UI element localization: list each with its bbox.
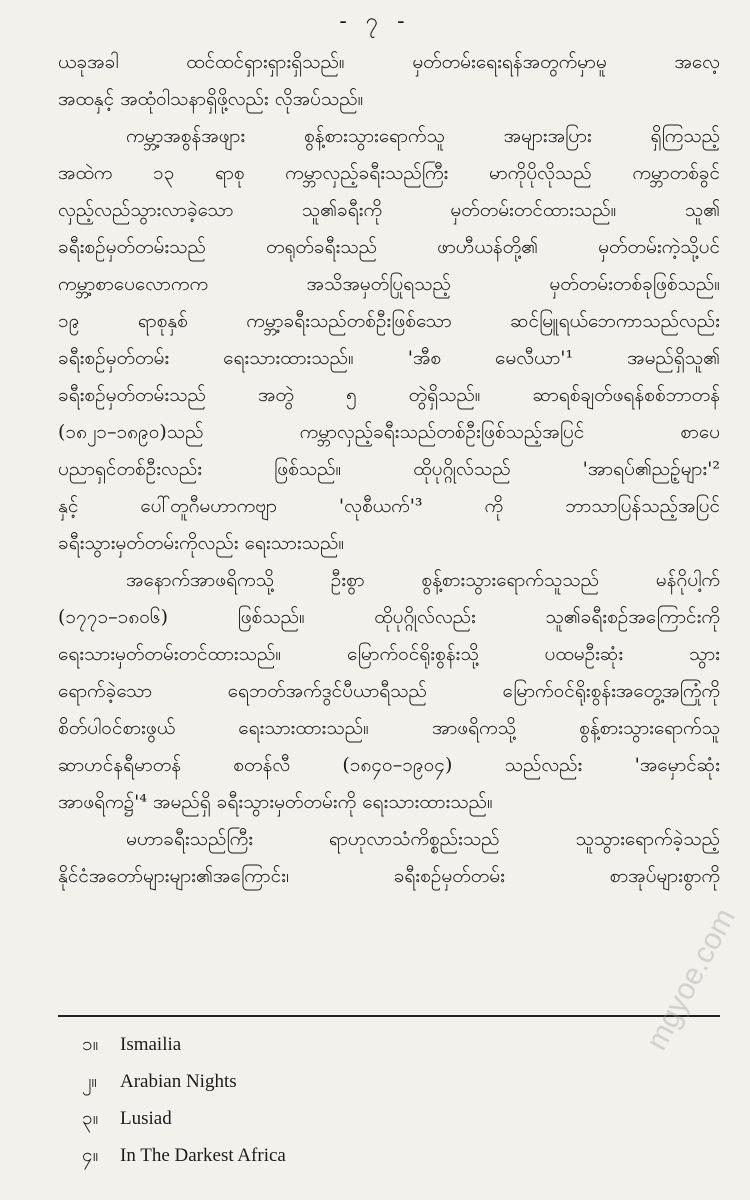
- text-line: နှင့် ပေါ်တူဂီမဟာကဗျာ 'လုစီယက်'³ ကို ဘာသာပြန်သည့်အပြင်: [58, 495, 720, 517]
- footnote-item: [82, 1063, 642, 1100]
- footnote-number: ၃။: [82, 1108, 99, 1129]
- text-line: ပညာရှင်တစ်ဦးလည်း ဖြစ်သည်။ ထိုပုဂ္ဂိုလ်သည် 'အာရပ်၏ညဉ့်များ'²: [58, 458, 720, 480]
- footnote-text: Ismailia: [120, 1034, 182, 1055]
- footnote-item: [82, 1137, 642, 1174]
- text-line: လှည့်လည်သွားလာခဲ့သော သူ၏ခရီးကို မှတ်တမ်းတင်ထားသည်။ သူ၏: [58, 199, 720, 221]
- footnote-item: [82, 1100, 642, 1137]
- text-line: အထဲက ၁၃ ရာစု ကမ္ဘာလှည့်ခရီးသည်ကြီး မာကိုပိုလိုသည် ကမ္ဘာတစ်ခွင်: [58, 162, 720, 184]
- footnote-number: ၂။: [82, 1071, 98, 1092]
- watermark: mgyoe.com: [640, 903, 742, 1056]
- footnote-number: ၁။: [82, 1034, 99, 1055]
- footnote-text: Lusiad: [120, 1108, 172, 1129]
- text-line: နိုင်ငံအတော်များများ၏အကြောင်း၊ ခရီးစဉ်မှတ်တမ်း စာအုပ်များစွာကို: [58, 865, 720, 887]
- text-line: ခရီးစဉ်မှတ်တမ်း ရေးသားထားသည်။ 'အီစ မေလီယာ'¹ အမည်ရှိသူ၏: [58, 347, 720, 369]
- text-line: ခရီးစဉ်မှတ်တမ်းသည် အတွဲ ၅ တွဲရှိသည်။ ဆာရစ်ချတ်ဖရန်စစ်ဘာတန်: [58, 384, 720, 406]
- text-line: ခရီးစဉ်မှတ်တမ်းသည် တရုတ်ခရီးသည် ဖာဟီယန်တို့၏ မှတ်တမ်းကဲ့သို့ပင်: [58, 236, 720, 258]
- body-text: [58, 44, 720, 895]
- text-line: အာဖရိက၌'⁴ အမည်ရှိ ခရီးသွားမှတ်တမ်းကို ရေးသားထားသည်။: [58, 791, 493, 813]
- text-line: ယခုအခါ ထင်ထင်ရှားရှားရှိသည်။ မှတ်တမ်းရေးရန်အတွက်မှာမူ အလေ့: [58, 51, 720, 73]
- text-line: ခရီးသွားမှတ်တမ်းကိုလည်း ရေးသားသည်။: [58, 532, 345, 554]
- text-line: ကမ္ဘာ့အစွန်အဖျား စွန့်စားသွားရောက်သူ အများအပြား ရှိကြသည့်: [126, 125, 720, 147]
- text-line: (၁၇၇၁–၁၈၀၆) ဖြစ်သည်။ ထိုပုဂ္ဂိုလ်လည်း သူ၏ခရီးစဉ်အကြောင်းကို: [58, 606, 720, 628]
- footnote-text: Arabian Nights: [120, 1071, 237, 1092]
- text-line: (၁၈၂၁–၁၈၉၀)သည် ကမ္ဘာလှည့်ခရီးသည်တစ်ဦးဖြစ်သည့်အပြင် စာပေ: [58, 421, 720, 443]
- footnote-text: In The Darkest Africa: [120, 1145, 286, 1166]
- footnote-divider: [58, 1015, 720, 1017]
- text-line: မဟာခရီးသည်ကြီး ရာဟုလာသံကိစ္စည်းသည် သူသွားရောက်ခဲ့သည့်: [126, 828, 720, 850]
- footnote-number: ၄။: [82, 1145, 99, 1166]
- text-line: အထနှင့် အထုံဝါသနာရှိဖို့လည်း လိုအပ်သည်။: [58, 88, 364, 110]
- text-line: ၁၉ ရာစုနှစ် ကမ္ဘာ့ခရီးသည်တစ်ဦးဖြစ်သော ဆင်မြူရယ်ဘေကာသည်လည်း: [58, 310, 720, 332]
- text-line: အနောက်အာဖရိကသို့ ဦးစွာ စွန့်စားသွားရောက်သူသည် မန်ဂိုပါ့က်: [126, 569, 720, 591]
- footnotes: [82, 1026, 642, 1174]
- text-line: ဆာဟင်နရီမာတန် စတန်လီ (၁၈၄၀–၁၉၀၄) သည်လည်း 'အမှောင်ဆုံး: [58, 754, 720, 776]
- text-line: ကမ္ဘာ့စာပေလောကက အသိအမှတ်ပြုရသည့် မှတ်တမ်းတစ်ခုဖြစ်သည်။: [58, 273, 720, 295]
- text-line: ရောက်ခဲ့သော ရေဘတ်အက်ဒွင်ပီယာရီသည် မြောက်ဝင်ရိုးစွန်းအတွေ့အကြုံကို: [58, 680, 720, 702]
- text-line: ရေးသားမှတ်တမ်းတင်ထားသည်။ မြောက်ဝင်ရိုးစွန်းသို့ ပထမဦးဆုံး သွား: [58, 643, 720, 665]
- text-line: စိတ်ပါဝင်စားဖွယ် ရေးသားထားသည်။ အာဖရိကသို့ စွန့်စားသွားရောက်သူ: [58, 717, 720, 739]
- footnote-item: [82, 1026, 642, 1063]
- page-number: - ၇ -: [339, 9, 411, 34]
